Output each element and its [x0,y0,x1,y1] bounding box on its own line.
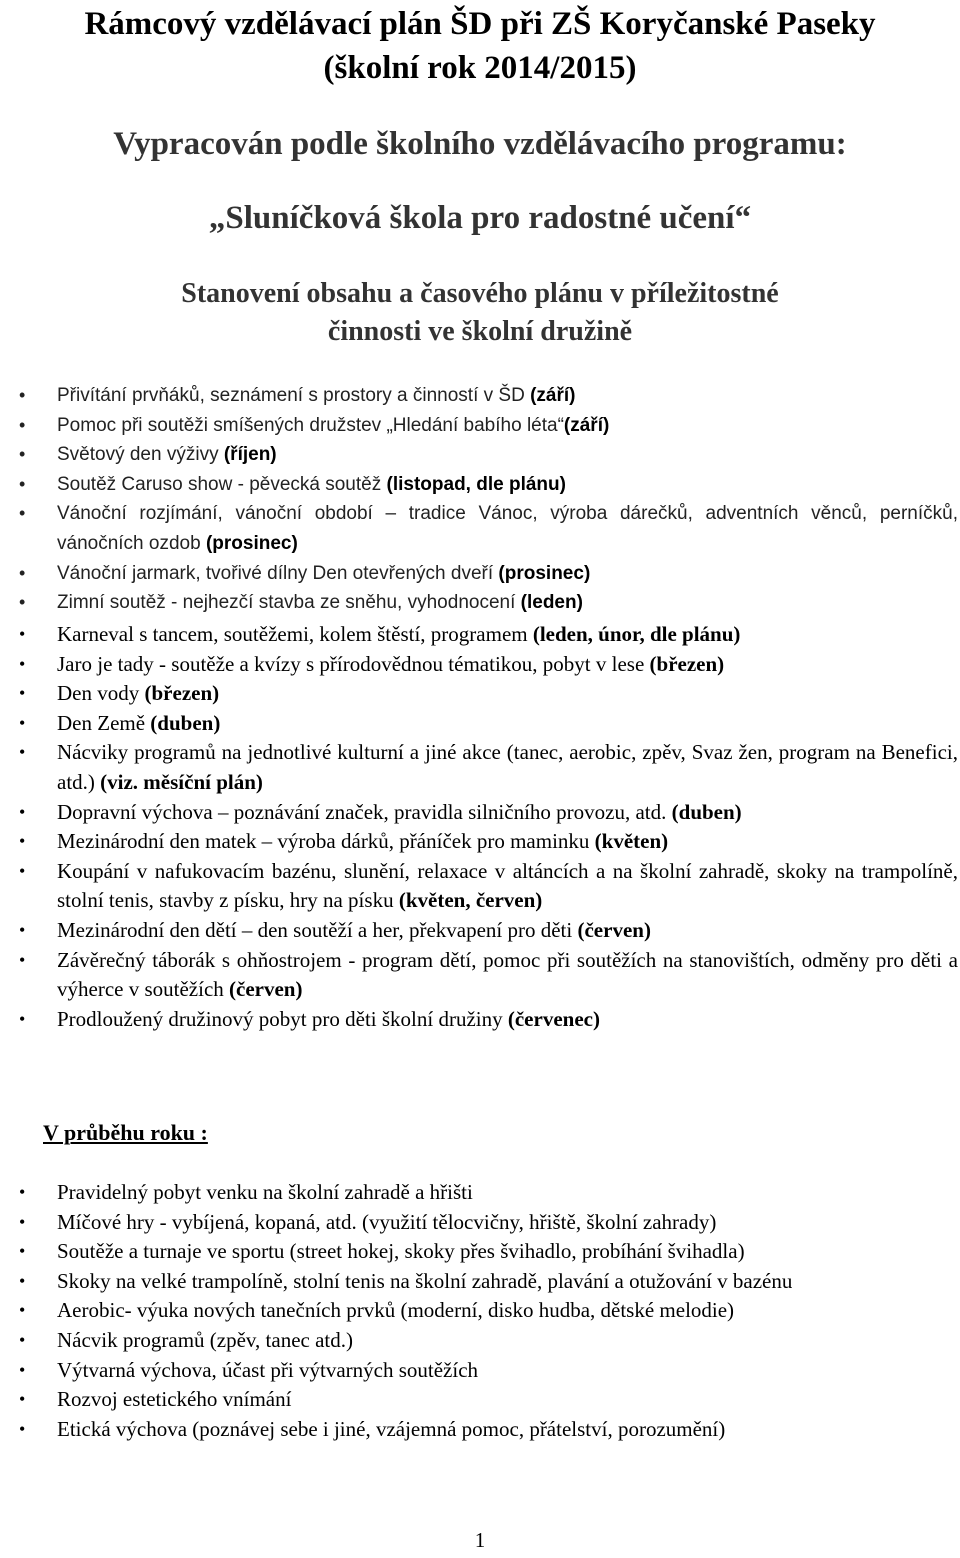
year-activity-item: • Rozvoj estetického vnímání [0,1385,960,1415]
event-date: (září) [563,414,610,436]
event-text: Zimní soutěž - nejhezčí stavba ze sněhu, vyhodnocení [57,592,521,614]
event-list [0,620,960,1034]
section-heading-line2: činnosti ve školní družině [327,316,633,347]
year-activity-item: • Míčové hry - vybíjená, kopaná, atd. (využití tělocvičny, hřiště, školní zahrady) [0,1208,960,1238]
event-date: (červen) [229,977,303,1002]
event-date: (leden, únor, dle plánu) [532,622,741,646]
event-text: Závěrečný táborák s ohňostrojem - program dětí, pomoc při soutěžích na stanovištích, odměny pro děti a výherce v soutěžích [57,947,958,1002]
event-date: (leden) [520,592,583,614]
event-text: Přivítání prvňáků, seznámení s prostory a činností v ŠD [57,385,531,406]
event-list-autumn [0,381,960,618]
event-date: (viz. měsíční plán) [100,769,263,794]
event-text: Vánoční rozjímání, vánoční období – tradice Vánoc, výroba dárečků, adventních věnců, perníčků, vánočních ozdob [57,503,958,554]
event-date: (červenec) [507,1006,600,1031]
year-activity-item: • Aerobic- výuka nových tanečních prvků (moderní, disko hudba, dětské melodie) [0,1296,960,1326]
year-activity-item: • Výtvarná výchova, účast při výtvarných soutěžích [0,1356,960,1386]
event-item [0,709,960,739]
event-text: Mezinárodní den dětí – den soutěží a her, překvapení pro děti [57,917,578,942]
event-date: (duben) [671,799,742,824]
event-text: Den Země [57,710,151,735]
year-heading: V průběhu roku : [43,1120,208,1145]
event-date: (březen) [144,681,220,706]
year-activity-item: • Skoky na velké trampolíně, stolní tenis na školní zahradě, plavání a otužování v bazénu [0,1267,960,1297]
event-text: Pomoc při soutěži smíšených družstev „Hledání babího léta“ [57,414,564,436]
event-date: (duben) [150,710,221,735]
event-item [0,916,960,946]
event-item [0,470,960,500]
event-item [0,559,960,589]
event-text: Nácviky programů na jednotlivé kulturní a jiné akce (tanec, aerobic, zpěv, Svaz žen, program na Benefici, atd.) [57,740,958,794]
event-item [0,1005,960,1035]
event-item [0,857,960,916]
event-text: Karneval s tancem, soutěžemi, kolem štěstí, programem [57,622,533,646]
event-item [0,440,960,470]
event-date: (květen, červen) [398,888,543,913]
event-date: (prosinec) [498,562,591,584]
year-activity-item: • Soutěže a turnaje ve sportu (street hokej, skoky přes švihadlo, probíhání švihadla) [0,1237,960,1267]
year-activity-item: • Nácvik programů (zpěv, tanec atd.) [0,1326,960,1356]
document-title: Rámcový vzdělávací plán ŠD při ZŠ Koryčanské Paseky [84,6,876,42]
event-date: (prosinec) [205,532,298,554]
year-activity-item: • Etická výchova (poznávej sebe i jiné, vzájemná pomoc, přátelství, porozumění) [0,1415,960,1445]
event-text: Světový den výživy [57,444,224,466]
event-text: Mezinárodní den matek – výroba dárků, přáníček pro maminku [57,829,595,854]
event-item [0,798,960,828]
event-item [0,411,960,441]
page-number: 1 [474,1528,486,1552]
event-date: (září) [530,385,576,406]
event-date: (říjen) [223,444,277,466]
event-item [0,381,960,411]
event-text: Soutěž Caruso show - pěvecká soutěž [57,473,387,495]
event-text: Dopravní výchova – poznávání značek, pravidla silničního provozu, atd. [57,799,672,824]
event-item [0,620,960,650]
event-item [0,588,960,618]
event-date: (listopad, dle plánu) [386,473,566,495]
event-text: Den vody [57,681,145,706]
document-subtitle-year: (školní rok 2014/2015) [323,50,637,86]
event-item [0,499,960,558]
event-item [0,650,960,680]
event-item [0,946,960,1005]
event-item [0,738,960,797]
event-item [0,679,960,709]
event-text: Koupání v nafukovacím bazénu, slunění, relaxace v altáncích a na školní zahradě, skoky na trampolíně, stolní tenis, stavby z písku, hry na písku [57,858,958,913]
year-activity-list [0,1178,960,1444]
year-activity-item: • Pravidelný pobyt venku na školní zahradě a hřišti [0,1178,960,1208]
event-text: Vánoční jarmark, tvořivé dílny Den otevřených dveří [57,562,499,584]
section-heading-line1: Stanovení obsahu a časového plánu v příležitostné [181,278,779,309]
event-date: (květen) [594,829,669,854]
event-text: Prodloužený družinový pobyt pro děti školní družiny [57,1006,508,1031]
program-name: „Sluníčková škola pro radostné učení“ [208,200,752,236]
program-intro: Vypracován podle školního vzdělávacího programu: [113,126,847,162]
event-item [0,827,960,857]
event-date: (červen) [577,917,651,942]
event-date: (březen) [649,651,725,676]
event-text: Jaro je tady - soutěže a kvízy s přírodovědnou tématikou, pobyt v lese [57,651,650,676]
